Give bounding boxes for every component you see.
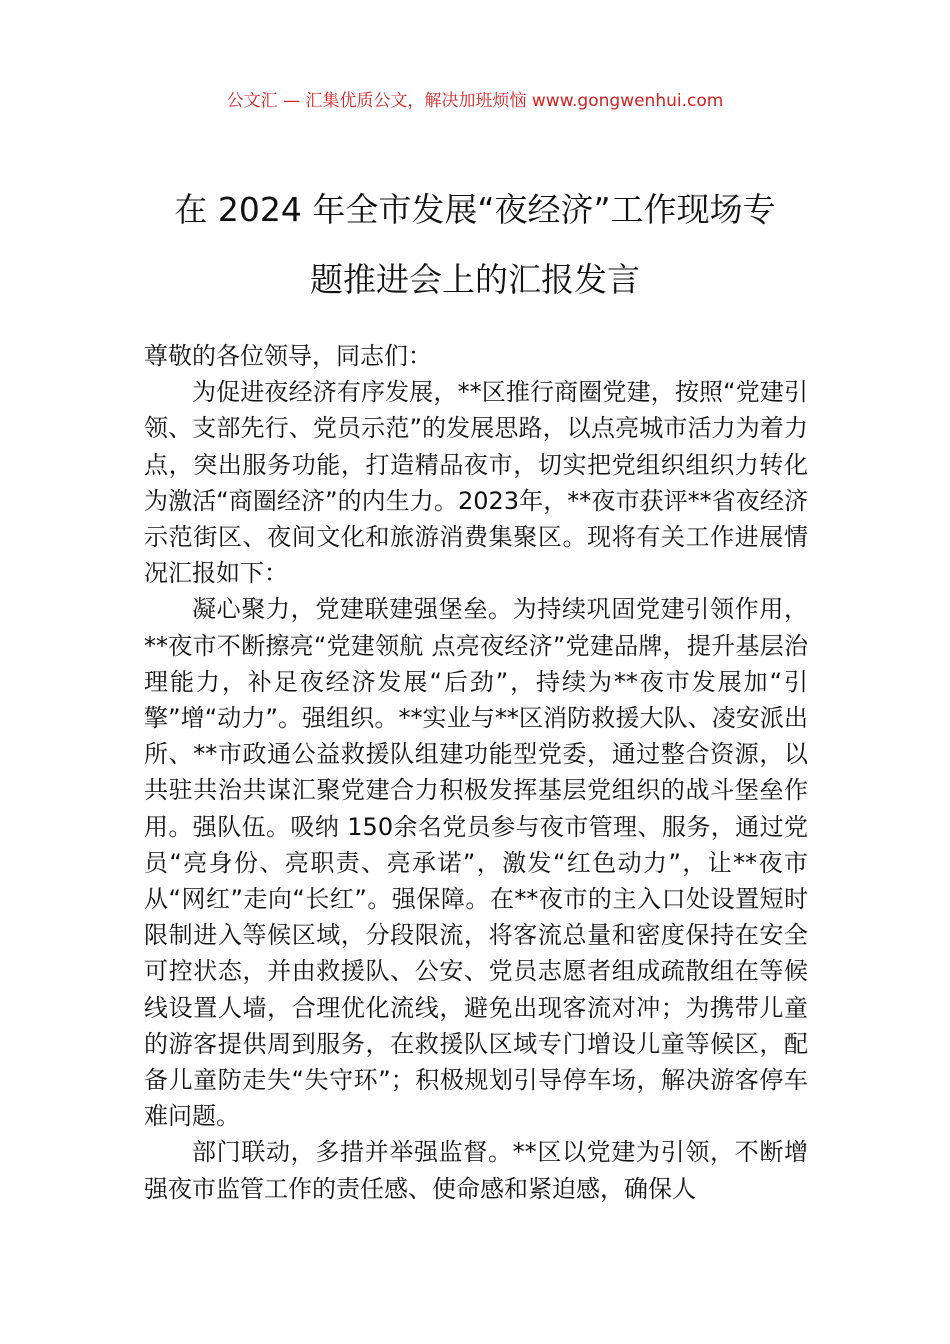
title-line-1: 在 2024 年全市发展“夜经济”工作现场专 bbox=[174, 190, 776, 229]
title-line-2: 题推进会上的汇报发言 bbox=[310, 260, 640, 299]
document-body bbox=[144, 338, 808, 1207]
site-header-banner: 公文汇 — 汇集优质公文，解决加班烦恼 www.gongwenhui.com bbox=[226, 91, 724, 111]
body-paragraph: 部门联动，多措并举强监督。**区以党建为引领，不断增强夜市监管工作的责任感、使命感和紧迫感，确保人 bbox=[144, 1138, 808, 1203]
body-paragraph: 为促进夜经济有序发展，**区推行商圈党建，按照“党建引领、支部先行、党员示范”的发展思路，以点亮城市活力为着力点，突出服务功能，打造精品夜市，切实把党组织组织力转化为激活“商圈经济”的内生力。2023年，**夜市获评**省夜经济示范街区、夜间文化和旅游消费集聚区。现将有关工作进展情况汇报如下： bbox=[144, 378, 808, 588]
body-paragraph: 凝心聚力，党建联建强堡垒。为持续巩固党建引领作用，**夜市不断擦亮“党建领航 点亮夜经济”党建品牌，提升基层治理能力，补足夜经济发展“后劲”，持续为**夜市发展加“引擎”增“动力”。强组织。**实业与**区消防救援大队、凌安派出所、**市政通公益救援队组建功能型党委，通过整合资源，以共驻共治共谋汇聚党建合力积极发挥基层党组织的战斗堡垒作用。强队伍。吸纳 150余名党员参与夜市管理、服务，通过党员“亮身份、亮职责、亮承诺”，激发“红色动力”，让**夜市从“网红”走向“长红”。强保障。在**夜市的主入口处设置短时限制进入等候区域，分段限流，将客流总量和密度保持在安全可控状态，并由救援队、公安、党员志愿者组成疏散组在等候线设置人墙，合理优化流线，避免出现客流对冲；为携带儿童的游客提供周到服务，在救援队区域专门增设儿童等候区，配备儿童防走失“失守环”；积极规划引导停车场，解决游客停车难问题。 bbox=[144, 595, 808, 1131]
salutation: 尊敬的各位领导，同志们： bbox=[144, 342, 432, 370]
document-title bbox=[120, 175, 830, 315]
